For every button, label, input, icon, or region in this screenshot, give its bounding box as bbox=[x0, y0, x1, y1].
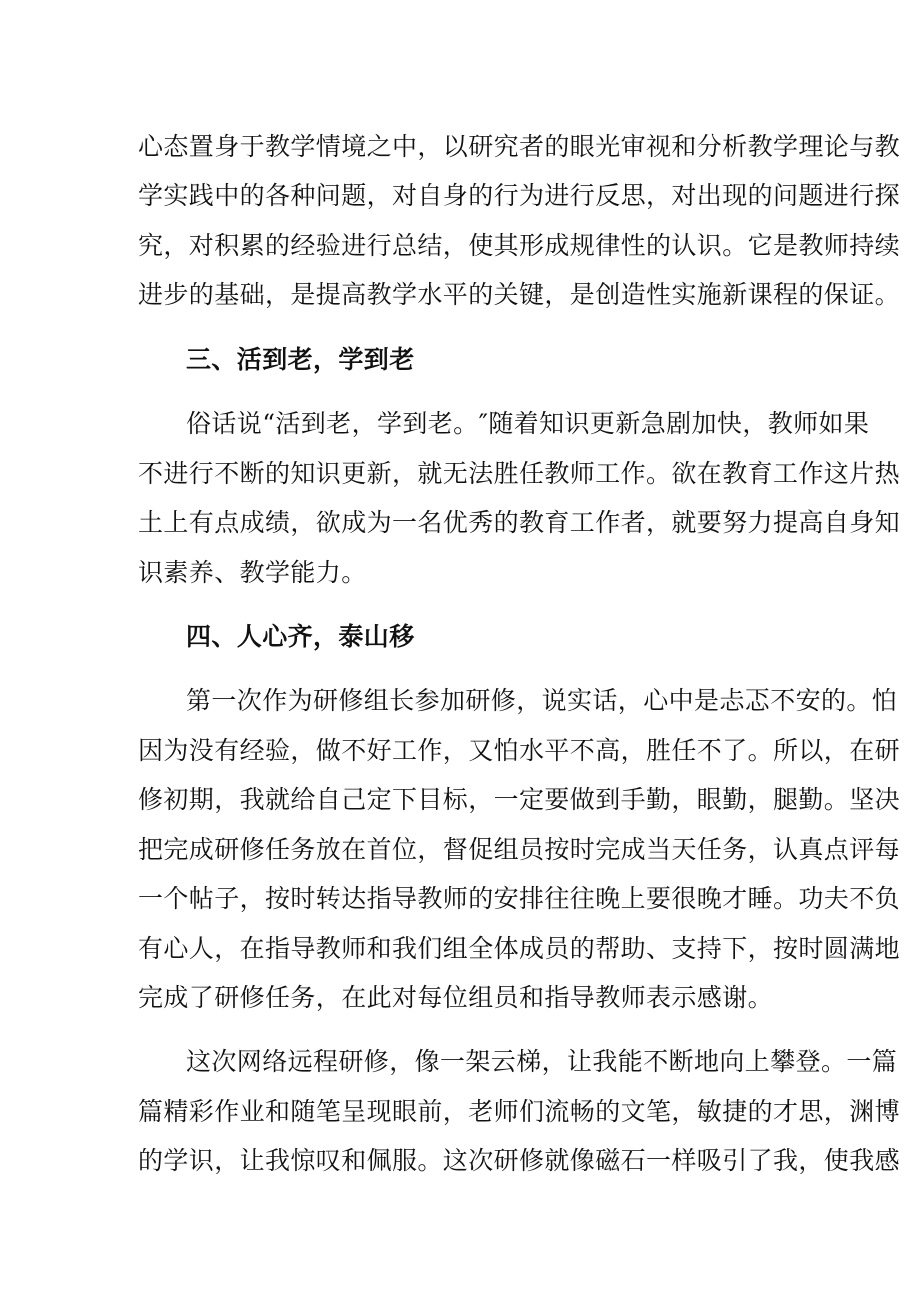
paragraph-line: 因为没有经验，做不好工作，又怕水平不高，胜任不了。所以，在研 bbox=[138, 736, 901, 765]
paragraph-line: 进步的基础，是提高教学水平的关键，是创造性实施新课程的保证。 bbox=[138, 280, 901, 309]
paragraph-line: 俗话说“活到老，学到老。″随着知识更新急剧加快，教师如果 bbox=[186, 409, 870, 438]
paragraph-line: 不进行不断的知识更新，就无法胜任教师工作。欲在教育工作这片热 bbox=[138, 459, 901, 488]
paragraph-line: 修初期，我就给自己定下目标，一定要做到手勤，眼勤，腿勤。坚决 bbox=[138, 785, 901, 814]
paragraph-line: 的学识，让我惊叹和佩服。这次研修就像磁石一样吸引了我，使我感 bbox=[138, 1146, 901, 1175]
paragraph-line: 篇精彩作业和随笔呈现眼前，老师们流畅的文笔，敏捷的才思，渊博 bbox=[138, 1097, 901, 1126]
paragraph-line: 一个帖子，按时转达指导教师的安排往往晚上要很晚才睡。功夫不负 bbox=[138, 884, 901, 913]
paragraph-line: 完成了研修任务，在此对每位组员和指导教师表示感谢。 bbox=[138, 983, 774, 1012]
paragraph-line: 学实践中的各种问题，对自身的行为进行反思，对出现的问题进行探 bbox=[138, 181, 901, 210]
paragraph-line: 第一次作为研修组长参加研修，说实话，心中是忐忑不安的。怕 bbox=[186, 686, 898, 715]
paragraph-line: 识素养、教学能力。 bbox=[138, 558, 367, 587]
paragraph-line: 究，对积累的经验进行总结，使其形成规律性的认识。它是教师持续 bbox=[138, 231, 901, 260]
section-heading-4: 四、人心齐，泰山移 bbox=[186, 622, 415, 651]
paragraph-line: 心态置身于教学情境之中，以研究者的眼光审视和分析教学理论与教 bbox=[138, 132, 901, 161]
paragraph-line: 这次网络远程研修，像一架云梯，让我能不断地向上攀登。一篇 bbox=[186, 1047, 898, 1076]
paragraph-line: 把完成研修任务放在首位，督促组员按时完成当天任务，认真点评每 bbox=[138, 835, 901, 864]
section-heading-3: 三、活到老，学到老 bbox=[186, 345, 415, 374]
paragraph-line: 有心人，在指导教师和我们组全体成员的帮助、支持下，按时圆满地 bbox=[138, 934, 901, 963]
paragraph-line: 土上有点成绩，欲成为一名优秀的教育工作者，就要努力提高自身知 bbox=[138, 508, 901, 537]
